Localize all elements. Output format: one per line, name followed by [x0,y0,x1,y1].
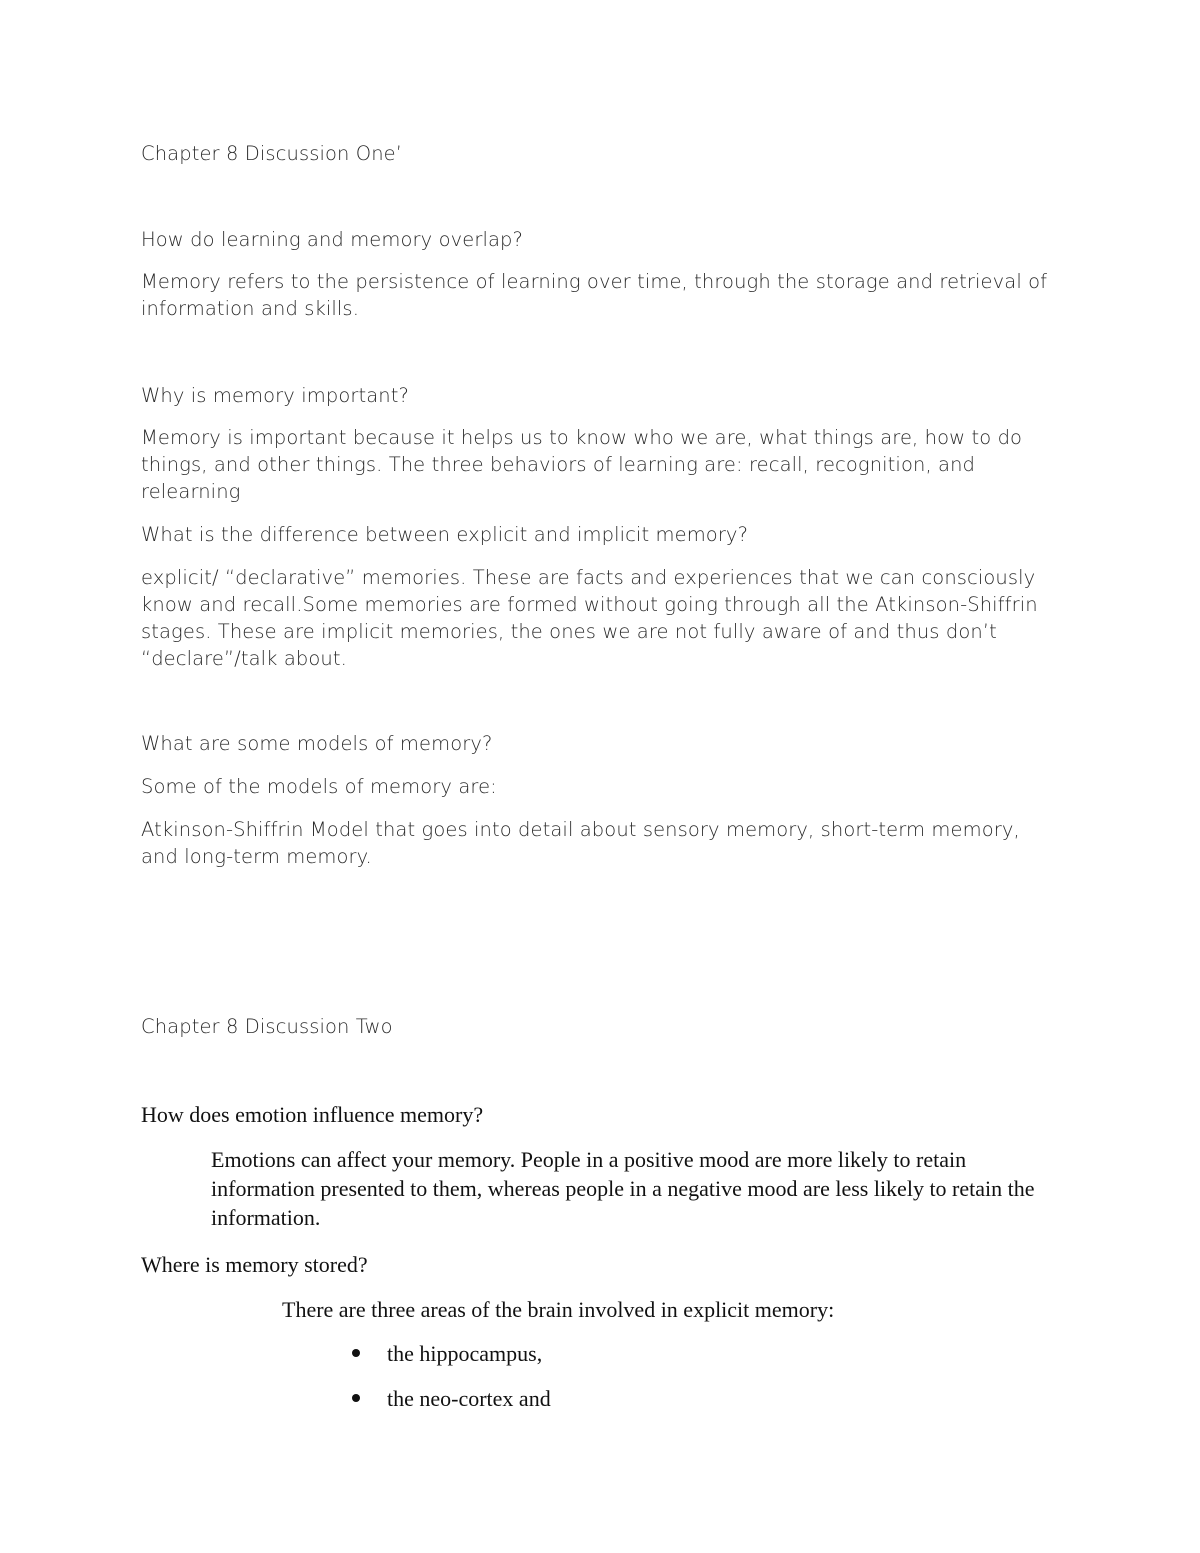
question-emotion-memory: How does emotion influence memory? [141,1102,484,1127]
question-models-of-memory: What are some models of memory? [141,732,493,755]
section-one-heading: Chapter 8 Discussion One’ [141,142,403,165]
answer-models-detail: Atkinson-Shiffrin Model that goes into detail about sensory memory, short-term memory, and long-term memory. [141,818,1020,868]
list-item-text: the hippocampus, [387,1340,543,1366]
section-two-heading: Chapter 8 Discussion Two [141,1015,393,1038]
answer-explicit-implicit: explicit/ “declarative” memories. These are facts and experiences that we can consciously know and recall.Some memories are formed without going through all the Atkinson-Shiffrin stages. These are implicit memories, the ones we are not fully aware of and thus don’t “declare”/talk about. [141,566,1038,670]
list-item-text: the neo-cortex and [387,1385,551,1411]
bullet-icon [352,1394,360,1402]
list-item [352,1383,551,1413]
answer-learning-memory-overlap: Memory refers to the persistence of learning over time, through the storage and retrieval of information and skills. [141,270,1048,320]
answer-models-intro: Some of the models of memory are: [141,775,497,798]
question-memory-stored: Where is memory stored? [141,1252,368,1277]
answer-emotion-memory: Emotions can affect your memory. People in a positive mood are more likely to retain information presented to them, whereas people in a negative mood are less likely to retain the information. [211,1147,1035,1230]
answer-memory-stored-intro: There are three areas of the brain involved in explicit memory: [282,1297,835,1322]
bullet-icon [352,1349,360,1357]
list-item [352,1338,542,1368]
question-memory-important: Why is memory important? [141,384,409,407]
question-learning-memory-overlap: How do learning and memory overlap? [141,228,523,251]
answer-memory-important: Memory is important because it helps us to know who we are, what things are, how to do things, and other things. The three behaviors of learning are: recall, recognition, and relearning [141,426,1023,503]
question-explicit-implicit: What is the difference between explicit and implicit memory? [141,523,749,546]
